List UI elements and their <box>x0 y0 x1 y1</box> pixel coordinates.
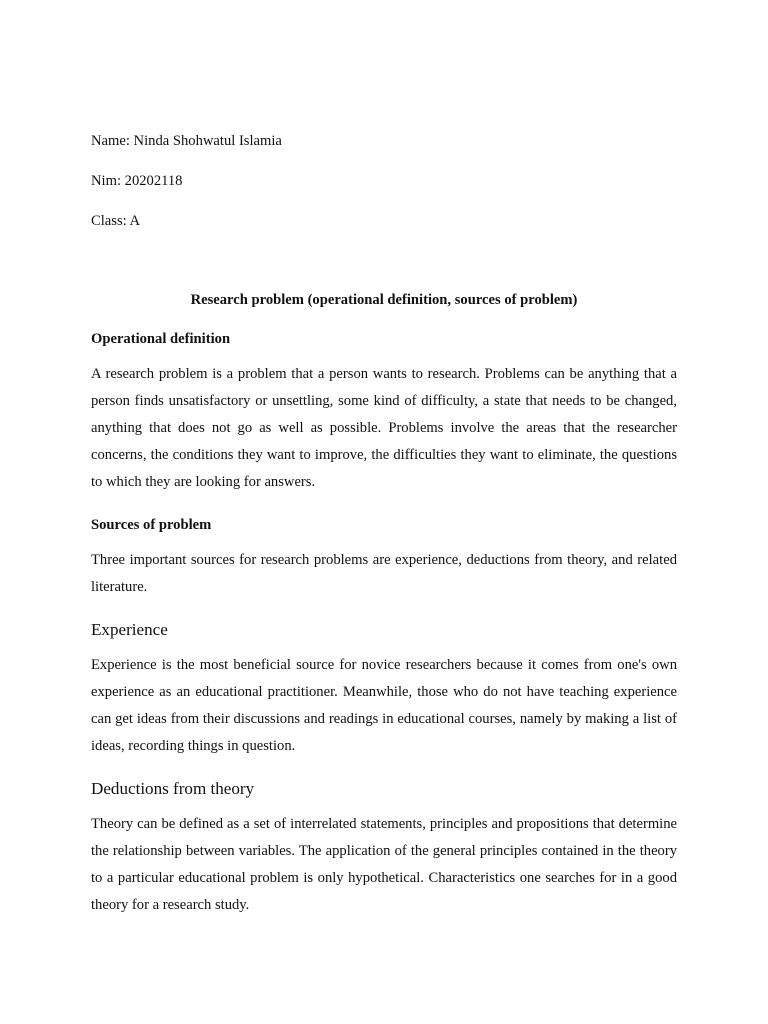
subheading-deductions-from-theory: Deductions from theory <box>91 779 255 798</box>
paragraph-operational-definition: A research problem is a problem that a person wants to research. Problems can be anything that a person finds unsatisfactory or unsettling, some kind of difficulty, a state that needs to be changed, anything that does not go as well as possible. Problems involve the areas that the researcher concerns, the conditions they want to improve, the difficulties they want to eliminate, the questions to which they are looking for answers. <box>91 366 677 490</box>
student-nim: Nim: 20202118 <box>91 173 183 189</box>
heading-sources-of-problem: Sources of problem <box>91 517 212 533</box>
subheading-experience: Experience <box>91 620 168 639</box>
paragraph-experience: Experience is the most beneficial source for novice researchers because it comes from one's own experience as an educational practitioner. Meanwhile, those who do not have teaching experience can get ideas from their discussions and readings in educational courses, namely by making a list of ideas, recording things in question. <box>91 657 677 754</box>
student-name: Name: Ninda Shohwatul Islamia <box>91 133 282 149</box>
student-class: Class: A <box>91 213 141 229</box>
paragraph-deductions-from-theory: Theory can be defined as a set of interrelated statements, principles and propositions that determine the relationship between variables. The application of the general principles contained in the theory to a particular educational problem is only hypothetical. Characteristics one searches for in a good theory for a research study. <box>91 816 677 913</box>
heading-operational-definition: Operational definition <box>91 331 231 347</box>
document-title: Research problem (operational definition, sources of problem) <box>190 292 578 308</box>
paragraph-sources-of-problem: Three important sources for research problems are experience, deductions from theory, and related literature. <box>91 552 677 595</box>
document-body <box>91 131 677 919</box>
